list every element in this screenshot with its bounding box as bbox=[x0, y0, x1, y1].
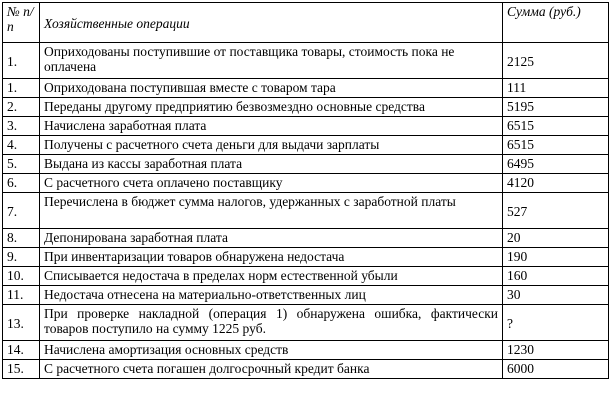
row-number: 1. bbox=[3, 79, 40, 98]
table-row bbox=[3, 229, 609, 248]
row-operation: При проверке накладной (операция 1) обнаружена ошибка, фактически товаров поступило на сумму 1225 руб. bbox=[40, 305, 503, 341]
row-operation: Оприходованы поступившие от поставщика товары, стоимость пока не оплачена bbox=[40, 43, 503, 79]
table-row bbox=[3, 79, 609, 98]
row-operation: Списывается недостача в пределах норм естественной убыли bbox=[40, 267, 503, 286]
row-number: 1. bbox=[3, 43, 40, 79]
row-operation: Перечислена в бюджет сумма налогов, удержанных с заработной платы bbox=[40, 193, 503, 229]
row-operation: Оприходована поступившая вместе с товаром тара bbox=[40, 79, 503, 98]
row-number: 4. bbox=[3, 136, 40, 155]
row-operation: Получены с расчетного счета деньги для выдачи зарплаты bbox=[40, 136, 503, 155]
header-number: № п/п bbox=[3, 3, 40, 43]
header-operation: Хозяйственные операции bbox=[40, 3, 503, 43]
row-operation: С расчетного счета погашен долгосрочный кредит банка bbox=[40, 360, 503, 379]
row-sum: 30 bbox=[503, 286, 609, 305]
row-number: 13. bbox=[3, 305, 40, 341]
row-operation: При инвентаризации товаров обнаружена недостача bbox=[40, 248, 503, 267]
row-number: 11. bbox=[3, 286, 40, 305]
row-sum: 6000 bbox=[503, 360, 609, 379]
table-row bbox=[3, 341, 609, 360]
row-sum: 527 bbox=[503, 193, 609, 229]
row-number: 10. bbox=[3, 267, 40, 286]
row-sum: 6495 bbox=[503, 155, 609, 174]
table-row bbox=[3, 286, 609, 305]
row-sum: 4120 bbox=[503, 174, 609, 193]
row-operation: С расчетного счета оплачено поставщику bbox=[40, 174, 503, 193]
row-number: 7. bbox=[3, 193, 40, 229]
row-operation: Начислена амортизация основных средств bbox=[40, 341, 503, 360]
table-row bbox=[3, 155, 609, 174]
row-operation: Выдана из кассы заработная плата bbox=[40, 155, 503, 174]
row-number: 3. bbox=[3, 117, 40, 136]
table-row bbox=[3, 117, 609, 136]
row-number: 15. bbox=[3, 360, 40, 379]
row-sum: 6515 bbox=[503, 136, 609, 155]
row-number: 6. bbox=[3, 174, 40, 193]
row-operation: Недостача отнесена на материально-ответственных лиц bbox=[40, 286, 503, 305]
row-operation: Начислена заработная плата bbox=[40, 117, 503, 136]
table-header-row bbox=[3, 3, 609, 43]
row-operation: Депонирована заработная плата bbox=[40, 229, 503, 248]
table-row bbox=[3, 267, 609, 286]
row-number: 9. bbox=[3, 248, 40, 267]
table-row bbox=[3, 98, 609, 117]
table-row bbox=[3, 193, 609, 229]
table-row bbox=[3, 174, 609, 193]
row-number: 8. bbox=[3, 229, 40, 248]
row-sum: 160 bbox=[503, 267, 609, 286]
table-row bbox=[3, 43, 609, 79]
row-sum: 5195 bbox=[503, 98, 609, 117]
row-number: 2. bbox=[3, 98, 40, 117]
row-operation: Переданы другому предприятию безвозмездно основные средства bbox=[40, 98, 503, 117]
row-sum: 6515 bbox=[503, 117, 609, 136]
operations-table bbox=[2, 2, 609, 379]
row-sum: 190 bbox=[503, 248, 609, 267]
table-row bbox=[3, 136, 609, 155]
row-sum: 20 bbox=[503, 229, 609, 248]
table-row bbox=[3, 360, 609, 379]
table-row bbox=[3, 248, 609, 267]
row-sum: 1230 bbox=[503, 341, 609, 360]
row-sum: 111 bbox=[503, 79, 609, 98]
table-row bbox=[3, 305, 609, 341]
row-sum: 2125 bbox=[503, 43, 609, 79]
row-number: 5. bbox=[3, 155, 40, 174]
row-sum: ? bbox=[503, 305, 609, 341]
row-number: 14. bbox=[3, 341, 40, 360]
header-sum: Сумма (руб.) bbox=[503, 3, 609, 43]
